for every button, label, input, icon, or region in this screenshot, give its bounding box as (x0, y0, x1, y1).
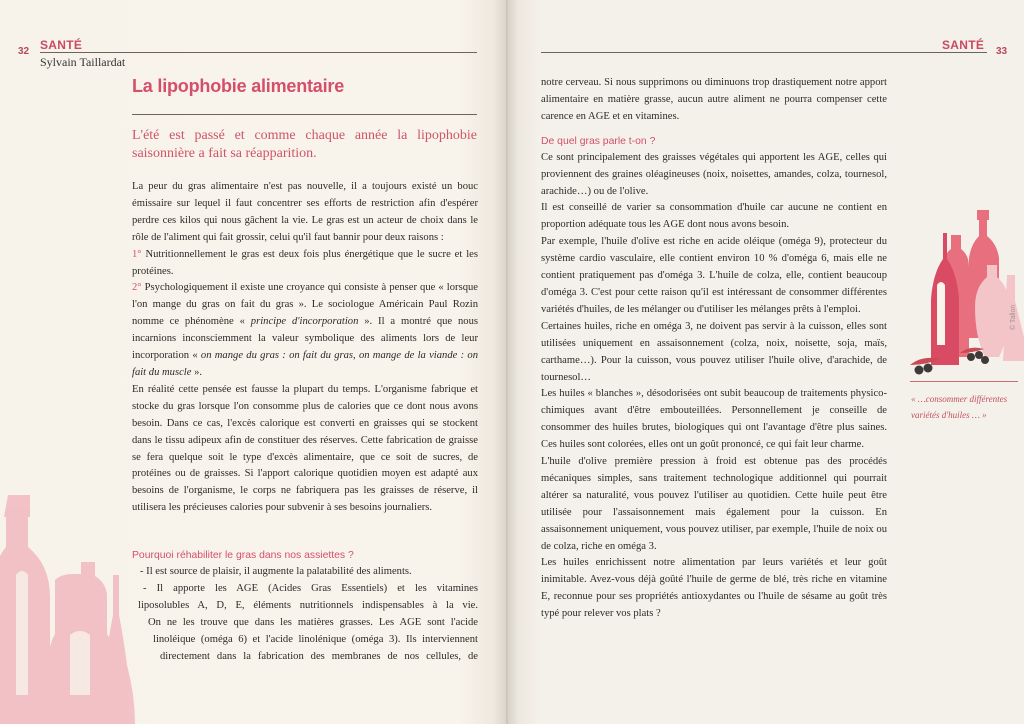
item-emphasis-2: on mange du gras : on fait du gras, on mange de la viande : on fait du muscle (132, 350, 479, 378)
article-title: La lipophobie alimentaire (132, 76, 345, 96)
left-page (0, 0, 508, 724)
list-line-2d: linoléique (oméga 6) et l'acide linolénique (oméga 3). Ils interviennent (153, 634, 478, 645)
caption-rule (910, 381, 1018, 382)
list-line-1: - Il est source de plaisir, il augmente la palatabilité des aliments. (140, 566, 412, 577)
subheading-quel-gras: De quel gras parle t-on ? (541, 135, 656, 147)
subheading-rehabiliter: Pourquoi réhabiliter le gras dans nos assiettes ? (132, 550, 354, 561)
header-rule-right (541, 52, 987, 53)
bottles-illustration-left (0, 485, 160, 724)
title-rule (132, 114, 477, 115)
article-lead: L'été est passé et comme chaque année la lipophobie saisonnière a fait sa réapparition. (132, 128, 477, 161)
paragraph-intro: La peur du gras alimentaire n'est pas nouvelle, il a toujours existé un bouc émissaire sur lequel il faut concentrer ses efforts de restriction afin d'espérer perdre ces kilos qui nous gâchent la vie. Le gras est un acteur de choix dans le rôle de l'aliment qui fait grossir, celui qu'il faut bannir pour deux raisons : (132, 181, 478, 243)
page-number-left: 32 (18, 46, 30, 57)
photo-credit: © Tallon (1010, 304, 1017, 330)
item-text-2c: ». (191, 366, 203, 378)
paragraph-2: Il est conseillé de varier sa consommation d'huile car aucune ne contient en proportion adéquate tous les AGE dont nous avons besoin. (541, 202, 887, 231)
list-line-2c: On ne les trouve que dans les matières grasses. Les AGE sont l'acide (148, 617, 478, 628)
list-line-2a: - Il apporte les AGE (Acides Gras Essentiels) et les vitamines (143, 583, 478, 594)
paragraph-7: Les huiles enrichissent notre alimentation par leurs variétés et leur goût inimitable. Avez-vous déjà goûté l'huile de germe de blé, très riche en vitamine E, reconnue pour ses propriétés antioxydantes ou l'huile de sésame au goût très typé pour relever vos plats ? (541, 557, 887, 620)
item-text-2b: ». Il a montré que nous incarnions inconsciemment la valeur symbolique des aliments lors de leur incorporation « (132, 316, 479, 362)
header-rule-left (40, 52, 477, 53)
oil-bottles-illustration (905, 205, 1024, 380)
illustration-caption: « …consommer différentes variétés d'huiles … » (911, 394, 1008, 420)
right-body-text (541, 75, 887, 623)
section-tag-left: SANTÉ (40, 38, 83, 52)
item-number-2: 2° (132, 282, 142, 294)
section-tag-right: SANTÉ (942, 38, 985, 52)
list-item-1 (132, 247, 478, 281)
paragraph-6: L'huile d'olive première pression à froid est obtenue pas des procédés mécaniques simples, sans traitement technologique additionnel qui pourrait altérer sa naturalité, vous pouvez l'utiliser au quotidien. Cette huile peut être utilisée pour l'assaisonnement mais également pour la cuisson. En assaisonnement uniquement, vous pouvez utiliser, par exemple, l'huile de noix ou de colza, riche en oméga 3. (541, 456, 887, 552)
paragraph-1: Ce sont principalement des graisses végétales qui apportent les AGE, celles qui proviennent des graines oléagineuses (noix, noisettes, amandes, colza, tournesol, arachide…) ou de l'olive. (541, 151, 887, 197)
paragraph-reality: En réalité cette pensée est fausse la plupart du temps. L'organisme fabrique et stocke du gras lorsque l'on consomme plus de calories que ce dont nous avons besoin. Dans ce cas, l'excès calorique est converti en graisses qui se stockent dans le tissu adipeux afin de constituer des réserves. Cette fabrication de graisse se fera quelque soit le type d'excès alimentaire, que ce soit de sucres, de protéines ou de graisses. Si l'apport calorique quotidien moyen est adapté aux besoins de l'organisme, le corps ne fabriquera pas les graisses de réserve, il utilisera les précieuses calories pour subvenir à ses besoins journaliers. (132, 383, 478, 514)
list-item-2 (132, 280, 478, 381)
list-line-2b: liposolubles A, D, E, éléments nutritionnels indispensables à la vie. (138, 600, 478, 611)
item-text-1: Nutritionnellement le gras est deux fois plus énergétique que le sucre et les protéines. (132, 248, 478, 277)
author-name: Sylvain Taillardat (40, 55, 126, 69)
paragraph-5: Les huiles « blanches », désodorisées ont subit beaucoup de traitements physico-chimiques avant d'être embouteillées. Personnellement je conseille de consommer des huiles brutes, biologiques qui ont l'avantage d'être plus saines. Ces huiles sont colorées, elles ont un goût prononcé, ce qui fait leur charme. (541, 388, 887, 451)
list-line-2e: directement dans la fabrication des membranes de nos cellules, de (160, 651, 478, 662)
item-emphasis-1: principe d'incorporation (250, 316, 359, 328)
item-text-2a: Psychologiquement il existe une croyance qui consiste à penser que « lorsque l'on mange du gras on fait du gras ». Le sociologue Américain Paul Rozin nomme ce phénomène « (132, 282, 478, 328)
left-body-text (132, 179, 478, 517)
page-number-right: 33 (996, 46, 1008, 57)
paragraph-continued: notre cerveau. Si nous supprimons ou diminuons trop drastiquement notre apport alimentaire en matière grasse, aucun autre aliment ne pourra compenser cette carence en AGE et en vitamines. (541, 77, 887, 122)
paragraph-4: Certaines huiles, riche en oméga 3, ne doivent pas servir à la cuisson, elles sont utilisées uniquement en assaisonnement (colza, noix, noisette, soja, maïs, carthame…). Pour la cuisson, vous pouvez utiliser l'huile olive, d'arachide, de tournesol… (541, 320, 887, 383)
paragraph-3: Par exemple, l'huile d'olive est riche en acide oléique (oméga 9), protecteur du système cardio vasculaire, elle contient environ 10 % d'oméga 6, mais elle ne contient pratiquement pas d'oméga 3. L'huile de colza, elle, contient beaucoup d'oméga 3. C'est pour cette raison qu'il est intéressant de consommer différentes variétés d'huiles, de les mélanger ou d'utiliser les mélanges prêts à l'emploi. (541, 236, 887, 315)
item-number-1: 1° (132, 248, 142, 260)
